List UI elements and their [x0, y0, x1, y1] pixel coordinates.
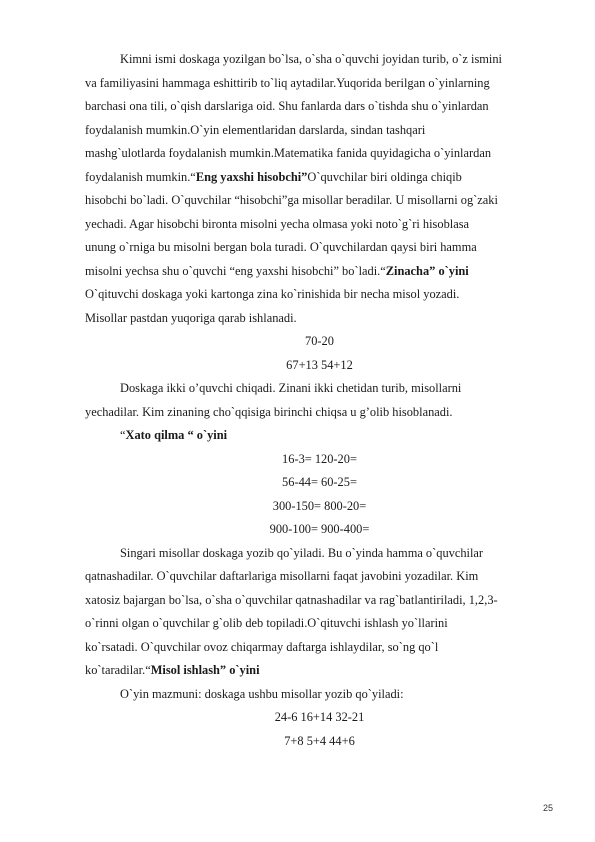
text-segment: ko`taradilar.“	[85, 663, 151, 677]
paragraph-zinacha-rules	[85, 377, 554, 424]
text-line	[85, 659, 554, 683]
text-line: hisobchi bo`ladi. O`quvchilar “hisobchi”ga misollar beradilar. U misollarni og`zaki	[85, 193, 498, 207]
text-line: Singari misollar doskaga yozib qo`yiladi. Bu o`yinda hamma o`quvchilar	[120, 545, 484, 560]
text-line: foydalanish mumkin.O`yin elementlaridan darslarda, sindan tashqari	[85, 122, 426, 137]
text-segment: O`quvchilar biri oldinga chiqib	[307, 169, 462, 184]
example-line: 900-100= 900-400=	[269, 522, 370, 536]
text-segment: misolni yechsa shu o`quvchi “eng yaxshi hisobchi” bo`ladi.“	[85, 263, 386, 278]
heading-xato-qilma	[85, 424, 554, 448]
example-line: 70-20	[305, 334, 334, 348]
example-line: 24-6 16+14 32-21	[274, 710, 365, 724]
example-line: 16-3= 120-20=	[282, 451, 357, 466]
text-line: yechadi. Agar hisobchi bironta misolni yecha olmasa yoki noto`g`ri hisoblasa	[85, 216, 470, 231]
text-line: Doskaga ikki o’quvchi chiqadi. Zinani ikki chetidan turib, misollarni	[120, 381, 462, 395]
example-line: 67+13 54+12	[286, 357, 353, 372]
text-line: barchasi ona tili, o`qish darslariga oid. Shu fanlarda dars o`tishda shu o`yinlardan	[85, 99, 489, 113]
examples-xato-qilma	[85, 448, 554, 542]
game-title-xato-qilma: Xato qilma “ o`yini	[125, 428, 228, 442]
paragraph-xato-rules	[85, 542, 554, 683]
paragraph-game-content	[85, 683, 554, 707]
game-title-zinacha: Zinacha” o`yini	[385, 263, 469, 278]
text-line: Misollar pastdan yuqoriga qarab ishlanadi.	[85, 310, 297, 325]
text-line: xatosiz bajargan bo`lsa, o`sha o`quvchilar qatnashadilar va rag`batlantiriladi, 1,2,3-	[85, 592, 498, 607]
paragraph-intro	[85, 48, 554, 330]
game-title-misol-ishlash: Misol ishlash” o`yini	[150, 663, 260, 677]
text-line: unung o`rniga bu misolni bergan bola turadi. O`quvchilardan qaysi biri hamma	[85, 240, 477, 254]
text-line: O`qituvchi doskaga yoki kartonga zina ko`rinishida bir necha misol yozadi.	[85, 287, 460, 301]
example-line: 56-44= 60-25=	[282, 475, 357, 489]
text-line	[85, 166, 554, 190]
text-line: mashg`ulotlarda foydalanish mumkin.Matematika fanida quyidagicha o`yinlardan	[85, 146, 492, 160]
text-line: qatnashadilar. O`quvchilar daftarlariga misollarni faqat javobini yozadilar. Kim	[85, 569, 479, 583]
text-line: o`rinni olgan o`quvchilar g`olib deb topiladi.O`qituvchi ishlash yo`llarini	[85, 616, 448, 630]
example-line: 300-150= 800-20=	[272, 498, 367, 513]
document-page	[85, 48, 554, 753]
text-line	[85, 260, 554, 284]
quote-mark: “	[120, 428, 126, 442]
text-line: yechadilar. Kim zinaning cho`qqisiga birinchi chiqsa u g’olib hisoblanadi.	[85, 404, 453, 419]
text-segment: foydalanish mumkin.“	[85, 169, 196, 184]
text-line: ko`rsatadi. O`quvchilar ovoz chiqarmay daftarga ishlaydilar, so`ng qo`l	[85, 639, 439, 654]
examples-zinacha	[85, 330, 554, 377]
page-number: 25	[542, 803, 553, 813]
text-line: O`yin mazmuni: doskaga ushbu misollar yozib qo`yiladi:	[120, 686, 404, 701]
examples-misol-ishlash	[85, 706, 554, 753]
game-title-eng-yaxshi-hisobchi: Eng yaxshi hisobchi”	[195, 169, 308, 184]
text-line: Kimni ismi doskaga yozilgan bo`lsa, o`sha o`quvchi joyidan turib, o`z ismini	[120, 52, 502, 66]
example-line: 7+8 5+4 44+6	[284, 733, 355, 748]
text-line: va familiyasini hammaga eshittirib to`liq aytadilar.Yuqorida berilgan o`yinlarning	[85, 75, 490, 90]
